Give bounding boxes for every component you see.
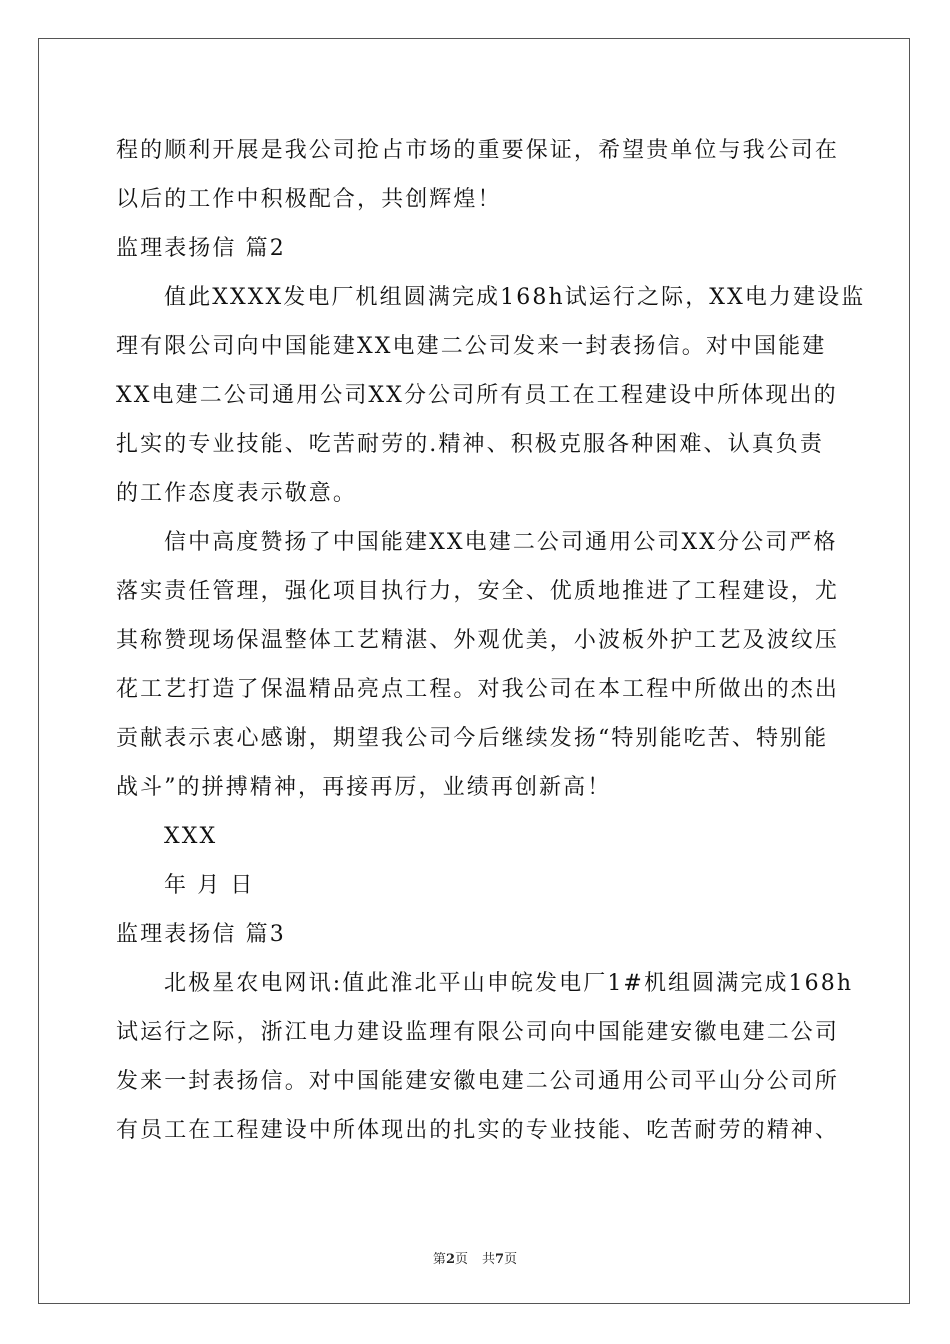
paragraph-line: XX电建二公司通用公司XX分公司所有员工在工程建设中所体现出的 <box>116 383 838 408</box>
document-body <box>116 126 866 1155</box>
paragraph-line: 战斗”的拼搏精神，再接再厉，业绩再创新高！ <box>116 775 612 800</box>
paragraph-line: 试运行之际，浙江电力建设监理有限公司向中国能建安徽电建二公司 <box>116 1020 840 1045</box>
signature-name: XXX <box>164 824 218 849</box>
paragraph-line: 花工艺打造了保温精品亮点工程。对我公司在本工程中所做出的杰出 <box>116 677 840 702</box>
paragraph-line: 理有限公司向中国能建XX电建二公司发来一封表扬信。对中国能建 <box>116 334 827 359</box>
paragraph-line: 落实责任管理，强化项目执行力，安全、优质地推进了工程建设，尤 <box>116 579 840 604</box>
page-footer <box>0 1248 950 1267</box>
paragraph-line: 贡献表示衷心感谢，期望我公司今后继续发扬“特别能吃苦、特别能 <box>116 726 829 751</box>
signature-date: 年 月 日 <box>164 873 255 898</box>
total-prefix: 共 <box>482 1252 496 1267</box>
paragraph-line: 发来一封表扬信。对中国能建安徽电建二公司通用公司平山分公司所 <box>116 1069 840 1094</box>
paragraph-line: 值此XXXX发电厂机组圆满完成168h试运行之际，XX电力建设监 <box>164 285 866 310</box>
paragraph-line: 程的顺利开展是我公司抢占市场的重要保证，希望贵单位与我公司在 <box>116 138 840 163</box>
section-heading: 监理表扬信 篇3 <box>116 922 286 947</box>
paragraph-line: 的工作态度表示敬意。 <box>116 481 358 506</box>
paragraph-line: 其称赞现场保温整体工艺精湛、外观优美，小波板外护工艺及波纹压 <box>116 628 840 653</box>
paragraph-line: 扎实的专业技能、吃苦耐劳的.精神、积极克服各种困难、认真负责 <box>116 432 824 457</box>
page-prefix: 第 <box>432 1252 446 1267</box>
section-heading: 监理表扬信 篇2 <box>116 236 286 261</box>
total-suffix: 页 <box>504 1252 518 1267</box>
paragraph-line: 有员工在工程建设中所体现出的扎实的专业技能、吃苦耐劳的精神、 <box>116 1118 840 1143</box>
page-total: 7 <box>495 1252 505 1267</box>
page-current: 2 <box>445 1252 455 1267</box>
paragraph-line: 信中高度赞扬了中国能建XX电建二公司通用公司XX分公司严格 <box>164 530 838 555</box>
paragraph-line: 北极星农电网讯:值此淮北平山申皖发电厂1#机组圆满完成168h <box>164 971 854 996</box>
paragraph-line: 以后的工作中积极配合，共创辉煌！ <box>116 187 502 212</box>
page-suffix: 页 <box>454 1252 468 1267</box>
